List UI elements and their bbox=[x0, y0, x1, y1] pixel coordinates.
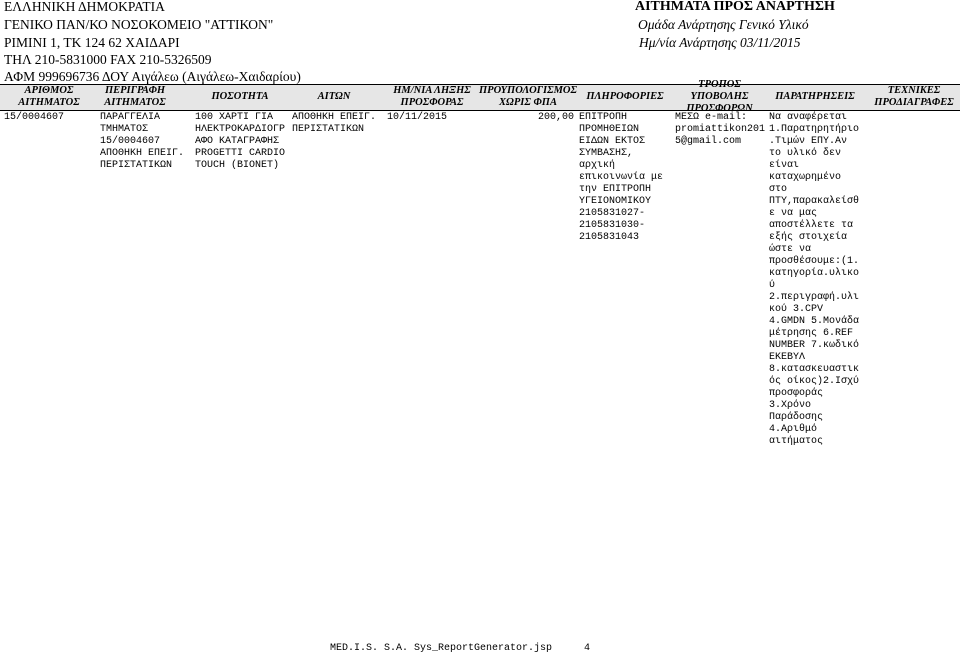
col-remarks bbox=[774, 84, 856, 110]
org-phone: ΤΗΛ 210-5831000 FAX 210-5326509 bbox=[4, 52, 212, 67]
org-country: ΕΛΛΗΝΙΚΗ ΔΗΜΟΚΡΑΤΙΑ bbox=[4, 0, 165, 14]
col-budget-line1: ΠΡΟΥΠΟΛΟΓΙΣΜΟΣ bbox=[479, 85, 578, 96]
col-budget-line2: ΧΩΡΙΣ ΦΠΑ bbox=[499, 97, 557, 108]
cell-deadline: 10/11/2015 bbox=[387, 112, 448, 123]
page-footer bbox=[330, 643, 590, 654]
report-title: ΑΙΤΗΜΑΤΑ ΠΡΟΣ ΑΝΑΡΤΗΣΗ bbox=[635, 0, 835, 14]
col-specs-line1: ΤΕΧΝΙΚΕΣ bbox=[887, 85, 941, 96]
col-description bbox=[100, 84, 170, 110]
cell-quantity: 100 ΧΑΡΤΙ ΓΙΑ ΗΛΕΚΤΡΟΚΑΡΔΙΟΓΡ ΑΦΟ ΚΑΤΑΓΡΑΦΗΣ PROGETTI CARDIO TOUCH (ΒΙΟΝΕΤ) bbox=[195, 112, 286, 171]
col-number-l1: ΑΡΙΘΜΟΣ bbox=[24, 85, 74, 96]
cell-description: ΠΑΡΑΓΓΕΛΙΑ ΤΜΗΜΑΤΟΣ 15/0004607 ΑΠΟΘΗΚΗ ΕΠΕΙΓ. ΠΕΡΙΣΤΑΤΙΚΩΝ bbox=[100, 112, 185, 171]
col-remarks-line1: ΠΑΡΑΤΗΡΗΣΕΙΣ bbox=[775, 91, 855, 102]
col-submission-line1: ΤΡΟΠΟΣ ΥΠΟΒΟΛΗΣ bbox=[690, 79, 749, 102]
org-hospital: ΓΕΝΙΚΟ ΠΑΝ/ΚΟ ΝΟΣΟΚΟΜΕΙΟ "ΑΤΤΙΚΟΝ" bbox=[4, 17, 274, 32]
col-submission bbox=[672, 79, 767, 114]
cell-remarks: Να αναφέρεται 1.Παρατηρητήριο .Τιμών ΕΠΥ.Αν το υλικό δεν είναι καταχωρημένο στο ΠΤΥ,παρακαλείσθ ε να μας αποστέλλετε τα εξής στοιχεία ώστε να προσθέσουμε:(1. κατηγορία.υλικο ύ 2.περιγραφή.υλι κού 3.CPV 4.GMDN 5.Μονάδα μέτρησης 6.REF NUMBER 7.κωδικό ΕΚΕΒΥΛ 8.κατασκευαστικ ός οίκος)2.Ισχύ προσφοράς 3.Χρόνο Παράδοσης 4.Αριθμό αιτήματος bbox=[769, 112, 860, 447]
cell-info: ΕΠΙΤΡΟΠΗ ΠΡΟΜΗΘΕΙΩΝ ΕΙΔΩΝ ΕΚΤΟΣ ΣΥΜΒΑΣΗΣ, αρχική επικοινωνία με την ΕΠΙΤΡΟΠΗ ΥΓΕΙΟΝΟΜΙΚΟΥ 2105831027- 2105831030- 2105831043 bbox=[579, 112, 664, 243]
col-info-line1: ΠΛΗΡΟΦΟΡΙΕΣ bbox=[586, 91, 664, 102]
col-description-line1: ΠΕΡΙΓΡΑΦΗ bbox=[104, 85, 166, 96]
footer-generator: MED.I.S. S.A. Sys_ReportGenerator.jsp bbox=[330, 643, 553, 654]
report-group: Ομάδα Ανάρτησης Γενικό Υλικό bbox=[638, 17, 809, 32]
col-quantity-line1: ΠΟΣΟΤΗΤΑ bbox=[211, 91, 269, 102]
col-quantity bbox=[205, 84, 275, 110]
footer-page-number: 4 bbox=[584, 643, 591, 654]
col-description-line2: ΑΙΤΗΜΑΤΟΣ bbox=[104, 97, 166, 108]
cell-budget: 200,00 bbox=[537, 112, 574, 123]
col-specs bbox=[868, 84, 960, 110]
col-requester bbox=[312, 84, 356, 110]
report-date: Ημ/νία Ανάρτησης 03/11/2015 bbox=[639, 35, 801, 50]
col-requester-line1: ΑΙΤΩΝ bbox=[317, 91, 351, 102]
col-deadline-line1: ΗΜ/ΝΙΑ ΛΗΞΗΣ bbox=[393, 85, 471, 96]
col-info bbox=[586, 84, 664, 110]
cell-number: 15/0004607 bbox=[4, 112, 65, 123]
org-tax-id: ΑΦΜ 999696736 ΔΟΥ Αιγάλεω (Αιγάλεω-Χαιδαρίου) bbox=[4, 69, 301, 84]
col-deadline-line2: ΠΡΟΣΦΟΡΑΣ bbox=[400, 97, 464, 108]
col-deadline bbox=[392, 84, 472, 110]
col-budget bbox=[479, 84, 578, 110]
col-number-l2: ΑΙΤΗΜΑΤΟΣ bbox=[18, 97, 80, 108]
col-specs-line2: ΠΡΟΔΙΑΓΡΑΦΕΣ bbox=[874, 97, 954, 108]
cell-requester: ΑΠΟΘΗΚΗ ΕΠΕΙΓ. ΠΕΡΙΣΤΑΤΙΚΩΝ bbox=[292, 112, 377, 135]
col-submission-line2: ΠΡΟΣΦΟΡΩΝ bbox=[686, 103, 753, 114]
col-number bbox=[18, 84, 80, 110]
org-address: ΡΙΜΙΝΙ 1, ΤΚ 124 62 ΧΑΙΔΑΡΙ bbox=[4, 35, 180, 50]
cell-submission: ΜΕΣΩ e-mail: promiattikon201 5@gmail.com bbox=[675, 112, 766, 147]
table-header-bottom-rule bbox=[0, 110, 960, 111]
